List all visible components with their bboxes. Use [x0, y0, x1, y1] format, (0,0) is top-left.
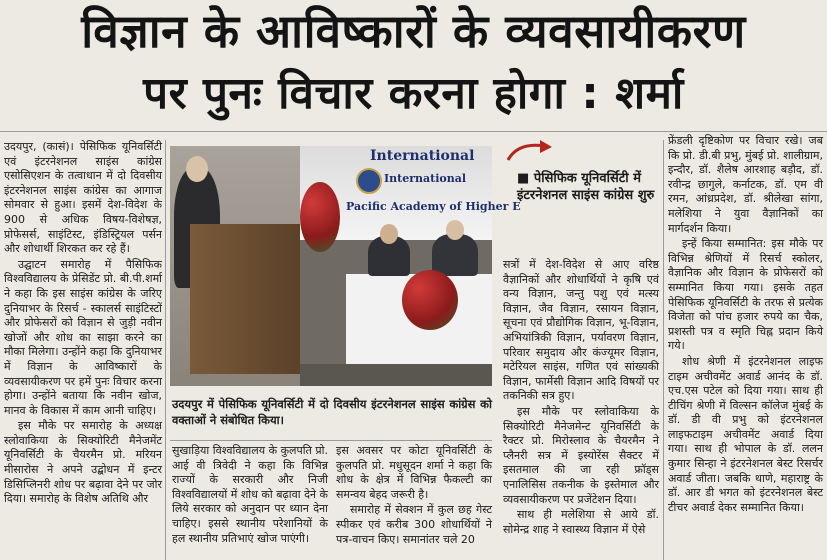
guest-head-2 — [446, 220, 464, 240]
paragraph: उद्घाटन समारोह में पैसिफिक विश्वविद्यालय के प्रेसिडेंट प्रो. बी.पी.शर्मा ने कहा कि इस साइंस कांग्रेस के जरिए दुनियाभर के रिसर्च - स्कालर्स साइंटिस्टों और प्रोफेसरों को विज्ञान से जुड़ी नवीन खोजों और शोध का साझा करने का मौका मिलेगा। उन्होंने कहा कि दुनियाभर में विज्ञान के आविष्कारों के व्यवसायीकरण पर हमें पुनः विचार करना होगा। उन्होंने बताया कि नवीन खोज, मानव के विकास में काम आनी चाहिए। — [4, 257, 162, 417]
banner-text-2: International — [384, 172, 467, 185]
paragraph: समारोह में सेक्शन में कुल छह गेस्ट स्पीकर एवं करीब 300 शोधार्थियों ने पत्र-वाचन किए। समानांतर चले 20 — [336, 503, 492, 546]
curved-arrow-icon — [504, 138, 564, 168]
paragraph: फ्रेंडली दृष्टिकोण पर विचार रखे। जब कि प्रो. डी.बी प्रभु, मुंबई प्रो. शालीग्राम, इन्दौर, डॉ. शैलेष आरशाह बड़ौद, डॉ. रवीन्द्र छागुले, कर्नाटक, डॉ. एम वी रमन, आंध्रप्रदेश, डॉ. श्रीलेखा सांगा, मलेशिया ने युवा वैज्ञानिकों का मार्गदर्शन किया। — [668, 134, 823, 235]
photo-bottom-rule — [170, 440, 492, 441]
top-rule — [0, 131, 827, 132]
paragraph: उदयपुर, (कासं)। पेसिफिक यूनिवर्सिटी एवं इंटरनेशनल साइंस कांग्रेस एसोसिएशन के तत्वाधान में दो दिवसीय इंटरनेशनल साइंस कांग्रेस का आगाज सोमवार से हुआ। इसमें देश-विदेश के 900 से अधिक विषय-विशेषज्ञ, प्रोफेसर्स, साइंटिस्ट, इंडिस्ट्रियल पर्सन और शोधार्थी शिरकत कर रहे हैं। — [4, 140, 162, 256]
article-column-3 — [336, 444, 492, 560]
headline-line-1: विज्ञान के आविष्कारों के व्यवसायीकरण — [81, 4, 746, 58]
paragraph: इस अवसर पर कोटा यूनिवर्सिटी के कुलपति प्रो. मधुसूदन शर्मा ने कहा कि शोध के क्षेत्र में विभिन्न फैकल्टी का समन्वय बेहद जरूरी है। — [336, 444, 492, 501]
article-column-4 — [503, 258, 659, 560]
guest-head-1 — [380, 224, 398, 244]
column-rule-right — [663, 140, 664, 560]
floor — [300, 364, 492, 386]
article-column-1 — [4, 140, 162, 560]
paragraph: सुखाड़िया विश्वविद्यालय के कुलपति प्रो. आई वी त्रिवेदी ने कहा कि विभिन्न राज्यों के सरकारी और निजी विश्वविद्यालयों में शोध को बढ़ावा देने के लिये सरकार को अनुदान पर ध्यान देना चाहिए। इससे स्थानीय परेशानियों के हल स्थानीय प्रतिभाएं खोज पाएंगी। — [172, 444, 328, 545]
guest-person-2 — [432, 234, 478, 276]
banner-text-1: International — [370, 148, 475, 164]
flower-bouquet-right — [402, 270, 458, 330]
flower-bouquet-left — [300, 182, 340, 252]
bullet-icon: ■ — [517, 171, 534, 186]
conference-logo-icon — [356, 168, 382, 194]
paragraph: इस मौके पर समारोह के अध्यक्ष स्लोवाकिया के सिक्योरिटी मैनेजमेंट यूनिवर्सिटी के चैयरमैन प्रो. मरियन मीसारोस ने अपने उद्बोधन में इन्टर डिसिप्लिनरी शोध पर बढ़ावा देने पर जोर दिया। समारोह के विशेष अतिथि और — [4, 419, 162, 506]
article-column-2 — [172, 444, 328, 560]
banner-text-3: Pacific Academy of Higher E — [346, 200, 521, 213]
column-rule-left — [165, 140, 166, 560]
paragraph: सत्रों में देश-विदेश से आए वरिष्ठ वैज्ञानिकों और शोधार्थियों ने कृषि एवं वन्य विज्ञान, जन्तु पशु एवं मत्स्य विज्ञान, जैव विज्ञान, रसायन विज्ञान, सूचना एवं प्रौद्योगिक विज्ञान, भू-विज्ञान, अभियांत्रिकी विज्ञान, पर्यावरण विज्ञान, परिवार समुदाय और कंज्यूमर विज्ञान, मटेरियल साइंस, गणित एवं सांख्यकी विज्ञान, फार्मेसी विज्ञान आदि विषयों पर तकनिकी सत्र हुए। — [503, 258, 659, 403]
subheading-text: पेसिफिक यूनिवर्सिटी में इंटरनेशनल साइंस कांग्रेस शुरु — [517, 171, 655, 203]
podium — [190, 224, 300, 374]
paragraph: साथ ही मलेशिया से आये डॉ. सोमेन्द्र शाह ने स्वास्थ्य विज्ञान में ऐसे — [503, 508, 659, 536]
news-photo — [170, 146, 521, 386]
article-column-5 — [668, 134, 823, 560]
article-subheading — [517, 170, 657, 204]
paragraph: इन्हें किया सम्मानित: इस मौके पर विभिन्न श्रेणियों में रिसर्च स्कोलर, वैज्ञानिक और विज्ञान के प्रोफेसरों को सम्मानित किया गया। इसके तहत पेसिफिक यूनिवर्सिटी के तरफ से प्रत्येक विजेता को पांच हजार रुपये का चैक, प्रशस्ती पत्र व स्मृति चिह्न प्रदान किये गये। — [668, 237, 823, 353]
paragraph: इस मौके पर स्लोवाकिया के सिक्योरिटी मैनेजमेन्ट यूनिवर्सिटी के रैक्टर प्रो. मिरोस्लाव के चैयरमैन ने प्लैनरी सत्र में इस्योरेंस सैक्टर में इसतमाल की जा रही फ्रॉड्स एनालिसिस तकनीक के इस्तेमाल और व्यवसायीकरण पर प्रजेंटेशन दिया। — [503, 404, 659, 506]
speaker-head — [186, 156, 208, 182]
photo-caption: उदयपुर में पेसिफिक यूनिवर्सिटी में दो दिवसीय इंटरनेशनल साइंस कांग्रेस को वक्ताओं ने संबोधित किया। — [172, 397, 492, 427]
headline-line-2: पर पुनः विचार करना होगा : शर्मा — [143, 68, 684, 119]
paragraph: शोध श्रेणी में इंटरनेशनल लाइफ टाइम अचीवमेंट अवार्ड आनंद के डॉ. एच.एस पटेल को दिया गया। साथ ही टीचिंग श्रेणी में विल्सन कॉलेज मुंबई के डॉ. डी वी प्रभु को इंटरनेशनल लाइफटाइम अचीवमेंट अवार्ड दिया गया। साथ ही भोपाल के डॉ. ललन कुमार सिन्हा ने इंटरनेशनल बेस्ट रिसर्चर अवार्ड जीता। जबकि थाणे, महाराष्ट्र के डॉ. आर डी भगत को इंटरनेशनल बेस्ट टीचर अवार्ड देकर सम्मानित किया। — [668, 354, 823, 514]
